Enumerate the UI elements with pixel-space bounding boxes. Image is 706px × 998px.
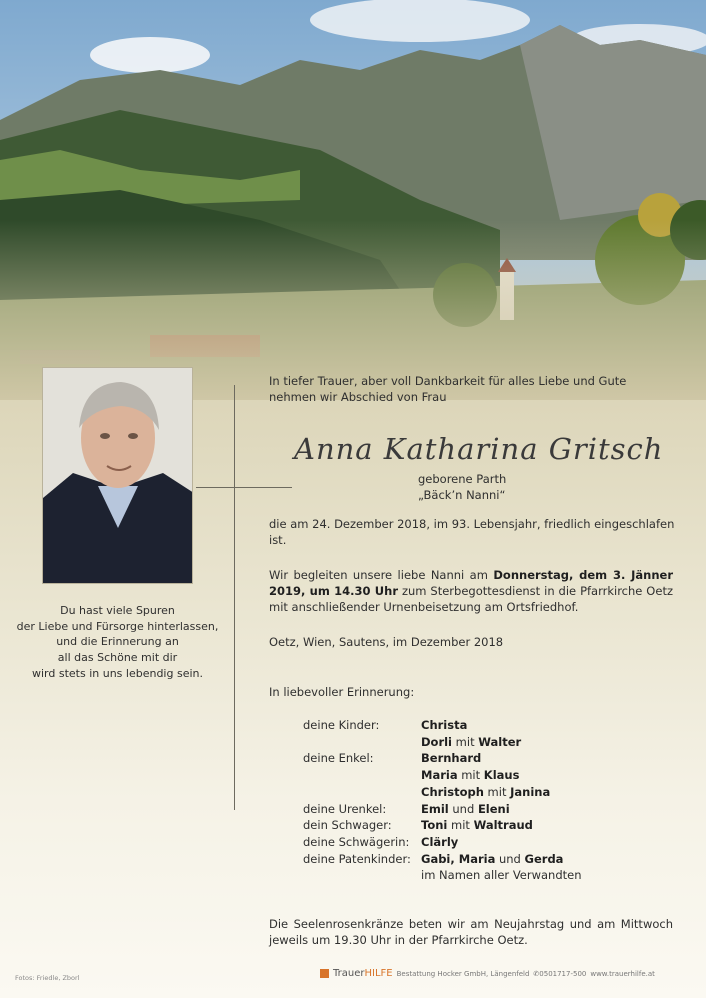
relative-row — [303, 767, 582, 784]
relative-names — [421, 851, 563, 868]
relative-name-part: Emil — [421, 801, 449, 816]
quote-line: der Liebe und Fürsorge hinterlassen, — [16, 619, 219, 633]
relative-row — [303, 851, 582, 868]
nickname: „Bäck’n Nanni“ — [418, 488, 506, 502]
mountain-landscape-photo — [0, 0, 706, 400]
footer-company: Bestattung Hocker GmbH, Längenfeld — [396, 969, 530, 978]
relative-label — [303, 867, 421, 884]
maiden-name-block — [418, 471, 568, 503]
relative-names — [421, 817, 533, 834]
relative-label — [303, 784, 421, 801]
relative-label — [303, 767, 421, 784]
relative-name-part: mit — [457, 768, 484, 783]
relative-names — [421, 867, 582, 884]
footer-website[interactable]: www.trauerhilfe.at — [590, 969, 655, 978]
relative-row — [303, 734, 582, 751]
quote-line: Du hast viele Spuren — [60, 604, 175, 617]
brand-part-a: Trauer — [333, 968, 365, 979]
memorial-quote — [0, 603, 235, 682]
ceremony-date-time: Donnerstag, dem 3. Jänner 2019, um 14.30 Uhr — [269, 568, 673, 598]
brand-part-b: HILFE — [364, 968, 393, 979]
relative-names — [421, 834, 458, 851]
ceremony-text — [269, 567, 673, 615]
relative-row — [303, 817, 582, 834]
quote-line: und die Erinnerung an — [56, 635, 179, 649]
relative-name-part: und — [495, 851, 525, 866]
relative-row — [303, 801, 582, 818]
intro-text: In tiefer Trauer, aber voll Dankbarkeit für alles Liebe und Gute nehmen wir Abschied von Frau — [269, 374, 627, 404]
relative-name-part: Clärly — [421, 834, 459, 849]
footer — [320, 968, 655, 979]
relative-names — [421, 801, 510, 818]
relative-name-part: Gabi, Maria — [421, 851, 496, 866]
relative-name-part: mit — [452, 734, 479, 749]
ceremony-part1: Wir begleiten unsere liebe Nanni am — [269, 568, 494, 582]
relative-name-part: Waltraud — [473, 818, 533, 833]
relative-row — [303, 834, 582, 851]
relative-label: deine Patenkinder: — [303, 851, 411, 866]
relative-row — [303, 750, 582, 767]
relative-label: dein Schwager: — [303, 818, 392, 833]
relative-name-part: Toni — [421, 818, 448, 833]
relative-label: deine Urenkel: — [303, 801, 387, 816]
rosary-text: Die Seelenrosenkränze beten wir am Neujahrstag und am Mittwoch jeweils um 19.30 Uhr in der Pfarrkirche Oetz. — [269, 917, 673, 947]
relative-label: deine Kinder: — [303, 718, 380, 732]
relative-label: deine Schwägerin: — [303, 834, 410, 849]
relative-name-part: mit — [447, 818, 474, 833]
relative-row — [303, 784, 582, 801]
relative-names — [421, 784, 550, 801]
passed-text: die am 24. Dezember 2018, im 93. Lebensjahr, friedlich eingeschlafen ist. — [269, 517, 675, 547]
relative-label — [303, 734, 421, 751]
relatives-list — [303, 717, 582, 884]
relative-row — [303, 867, 582, 884]
relative-name-part: Walter — [478, 734, 522, 749]
memory-heading: In liebevoller Erinnerung: — [269, 685, 415, 699]
relative-row — [303, 717, 582, 734]
deceased-name: Anna Katharina Gritsch — [294, 432, 664, 466]
photo-credit: Fotos: Friedle, Zborl — [15, 974, 80, 982]
relative-name-part: Christa — [421, 718, 468, 732]
maiden-name: geborene Parth — [418, 472, 507, 486]
cross-vertical-line — [234, 385, 235, 810]
relative-name-part: und — [448, 801, 478, 816]
relative-names — [421, 734, 521, 751]
relative-name-part: Dorli — [421, 734, 453, 749]
relative-name-part: Maria — [421, 768, 458, 783]
relative-name-part: im Namen aller Verwandten — [421, 868, 582, 883]
ceremony-part2: zum Sterbegottesdienst in die Pfarrkirche Oetz mit anschließender Urnenbeisetzung am Ortsfriedhof. — [269, 584, 673, 614]
relative-name-part: Janina — [510, 784, 551, 799]
brand-name — [333, 968, 393, 979]
relative-name-part: Gerda — [524, 851, 564, 866]
relative-name-part: Bernhard — [421, 751, 482, 766]
place-date: Oetz, Wien, Sautens, im Dezember 2018 — [269, 635, 504, 649]
relative-names — [421, 767, 519, 784]
relative-names — [421, 750, 481, 767]
relative-names — [421, 717, 467, 734]
footer-phone: ✆0501717-500 — [533, 969, 587, 978]
relative-name-part: Klaus — [483, 768, 520, 783]
trauerhilfe-logo-icon — [320, 969, 329, 978]
relative-name-part: Christoph — [421, 784, 484, 799]
relative-label: deine Enkel: — [303, 751, 374, 766]
quote-line: wird stets in uns lebendig sein. — [32, 666, 203, 680]
relative-name-part: mit — [483, 784, 511, 799]
portrait-photo — [42, 367, 193, 584]
quote-line: all das Schöne mit dir — [57, 651, 178, 665]
cross-horizontal-line — [196, 487, 292, 488]
relative-name-part: Eleni — [477, 801, 510, 816]
